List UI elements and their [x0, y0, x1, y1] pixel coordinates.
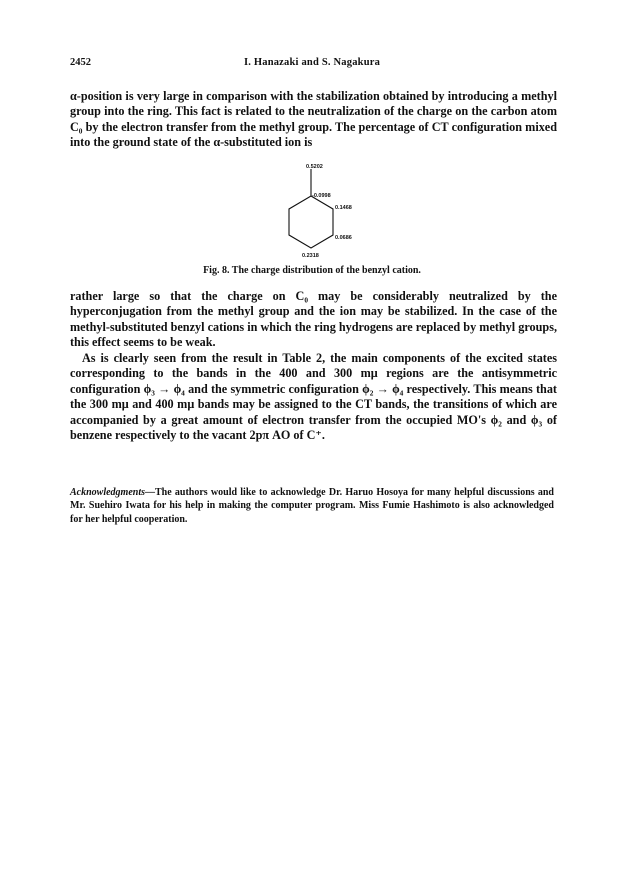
label-ch2: -0.0998 — [312, 193, 331, 199]
paragraph-2-text: rather large so that the charge on C₀ may be considerably neutralized by the hyperconjugation from the methyl group and the ion may be stabilized. In the case of the methyl-substituted benzyl cations in which the ring hydrogens are replaced by methyl groups, this effect seems to be weak. — [70, 289, 557, 350]
paragraph-3 — [70, 351, 557, 443]
label-meta: 0.0686 — [335, 235, 352, 241]
benzyl-cation-figure — [0, 0, 624, 300]
acknowledgments-heading: Acknowledgments — [70, 487, 146, 498]
paragraph-3-text: As is clearly seen from the result in Table 2, the main components of the excited states corresponding to the bands in the 400 and 300 mμ regions are the antisymmetric configuration ϕ₃ → ϕ₄ and the symmetric configuration ϕ₂ → ϕ₄ respectively. This means that the 300 mμ and 400 mμ bands may be assigned to the CT bands, the transitions of which are accompanied by a great amount of electron transfer from the occupied MO's ϕ₂ and ϕ₃ of benzene respectively to the vacant 2pπ AO of C⁺. — [70, 351, 557, 443]
paragraph-1-text: α-position is very large in comparison with the stabilization obtained by introducing a methyl group into the ring. This fact is related to the neutralization of the charge on the carbon atom C₀ by the electron transfer from the methyl group. The percentage of CT configuration mixed into the ground state of the α-substituted ion is — [70, 89, 557, 150]
running-head-authors: I. Hanazaki and S. Nagakura — [243, 57, 381, 68]
paragraph-2 — [70, 289, 557, 351]
page-number: 2452 — [70, 57, 91, 68]
label-ortho: 0.1468 — [335, 205, 352, 211]
label-c0: 0.5202 — [306, 164, 323, 170]
acknowledgments — [70, 486, 554, 526]
acknowledgments-text: —The authors would like to acknowledge Dr. Haruo Hosoya for many helpful discussions and Mr. Suehiro Iwata for his help in making the computer program. Miss Fumie Hashimoto is also acknowledged for her helpful cooperation. — [70, 487, 554, 525]
figure-caption: Fig. 8. The charge distribution of the benzyl cation. — [203, 265, 421, 276]
label-para: 0.2318 — [302, 253, 319, 259]
benzene-ring — [289, 196, 333, 248]
